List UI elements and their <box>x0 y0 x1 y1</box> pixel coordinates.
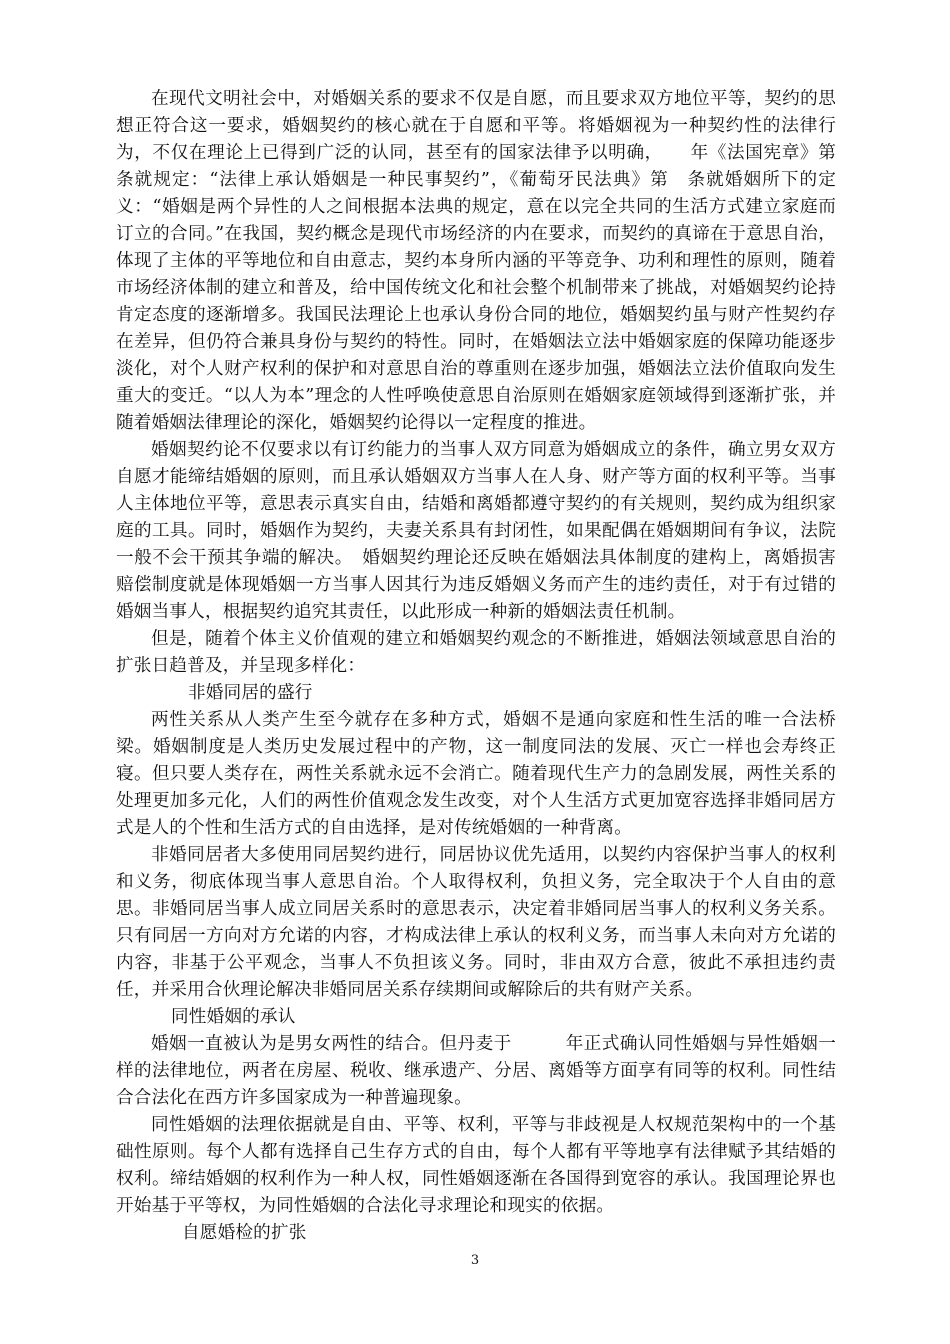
heading-voluntary-premarital-check: 自愿婚检的扩张 <box>182 1223 307 1243</box>
page-number: 3 <box>470 1253 480 1268</box>
paragraph-diversification: 但是，随着个体主义价值观的建立和婚姻契约观念的不断推进，婚姻法领域意思自治的扩张日趋普及，并呈现多样化： <box>116 629 836 676</box>
paragraph-cohabitation-2: 非婚同居者大多使用同居契约进行，同居协议优先适用，以契约内容保护当事人的权利和义务，彻底体现当事人意思自治。个人取得权利，负担义务，完全取决于个人自由的意思。非婚同居当事人成立同居关系时的意思表示，决定着非婚同居当事人的权利义务关系。只有同居一方向对方允诺的内容，才构成法律上承认的权利义务，而当事人未向对方允诺的内容，非基于公平观念，当事人不负担该义务。同时，非由双方合意，彼此不承担违约责任，并采用合伙理论解决非婚同居关系存续期间或解除后的共有财产关系。 <box>116 845 836 1000</box>
paragraph-contract-theory-requirements: 婚姻契约论不仅要求以有订约能力的当事人双方同意为婚姻成立的条件，确立男女双方自愿才能缔结婚姻的原则，而且承认婚姻双方当事人在人身、财产等方面的权利平等。当事人主体地位平等，意思表示真实自由，结婚和离婚都遵守契约的有关规则，契约成为组织家庭的工具。同时，婚姻作为契约，夫妻关系具有封闭性，如果配偶在婚姻期间有争议，法院一般不会干预其争端的解决。 婚姻契约理论还反映在婚姻法具体制度的建构上，离婚损害赔偿制度就是体现婚姻一方当事人因其行为违反婚姻义务而产生的违约责任，对于有过错的婚姻当事人，根据契约追究其责任，以此形成一种新的婚姻法责任机制。 <box>116 440 836 622</box>
paragraph-marriage-contract-intro: 在现代文明社会中，对婚姻关系的要求不仅是自愿，而且要求双方地位平等，契约的思想正符合这一要求，婚姻契约的核心就在于自愿和平等。将婚姻视为一种契约性的法律行为，不仅在理论上已得到广泛的认同，甚至有的国家法律予以明确， 年《法国宪章》第 条就规定：“法律上承认婚姻是一种民事契约”，《葡萄牙民法典》第 条就婚姻所下的定义：“婚姻是两个异性的人之间根据本法典的规定，意在以完全共同的生活方式建立家庭而订立的合同。”在我国，契约概念是现代市场经济的内在要求，而契约的真谛在于意思自治，体现了主体的平等地位和自由意志，契约本身所内涵的平等竞争、功利和理性的原则，随着市场经济体制的建立和普及，给中国传统文化和社会整个机制带来了挑战，对婚姻契约论持肯定态度的逐渐增多。我国民法理论上也承认身份合同的地位，婚姻契约虽与财产性契约存在差异，但仍符合兼具身份与契约的特性。同时，在婚姻法立法中婚姻家庭的保障功能逐步淡化，对个人财产权利的保护和对意思自治的尊重则在逐步加强，婚姻法立法价值取向发生重大的变迁。“以人为本”理念的人性呼唤使意思自治原则在婚姻家庭领域得到逐渐扩张，并随着婚姻法律理论的深化，婚姻契约论得以一定程度的推进。 <box>116 89 854 433</box>
paragraph-cohabitation-1: 两性关系从人类产生至今就存在多种方式，婚姻不是通向家庭和性生活的唯一合法桥梁。婚姻制度是人类历史发展过程中的产物，这一制度同法的发展、灭亡一样也会寿终正寝。但只要人类存在，两性关系就永远不会消亡。随着现代生产力的急剧发展，两性关系的处理更加多元化，人们的两性价值观念发生改变，对个人生活方式更加宽容选择非婚同居方式是人的个性和生活方式的自由选择，是对传统婚姻的一种背离。 <box>116 710 836 838</box>
heading-same-sex-marriage: 同性婚姻的承认 <box>171 1007 296 1027</box>
heading-cohabitation: 非婚同居的盛行 <box>188 683 313 703</box>
paragraph-same-sex-2: 同性婚姻的法理依据就是自由、平等、权利，平等与非歧视是人权规范架构中的一个基础性原则。每个人都有选择自己生存方式的自由，每个人都有平等地享有法律赋予其结婚的权利。缔结婚姻的权利作为一种人权，同性婚姻逐渐在各国得到宽容的承认。我国理论界也开始基于平等权，为同性婚姻的合法化寻求理论和现实的依据。 <box>116 1115 836 1216</box>
paragraph-same-sex-1: 婚姻一直被认为是男女两性的结合。但丹麦于 年正式确认同性婚姻与异性婚姻一样的法律地位，两者在房屋、税收、继承遗产、分居、离婚等方面享有同等的权利。同性结合合法化在西方许多国家成为一种普遍现象。 <box>116 1034 836 1108</box>
document-body <box>116 86 854 1247</box>
